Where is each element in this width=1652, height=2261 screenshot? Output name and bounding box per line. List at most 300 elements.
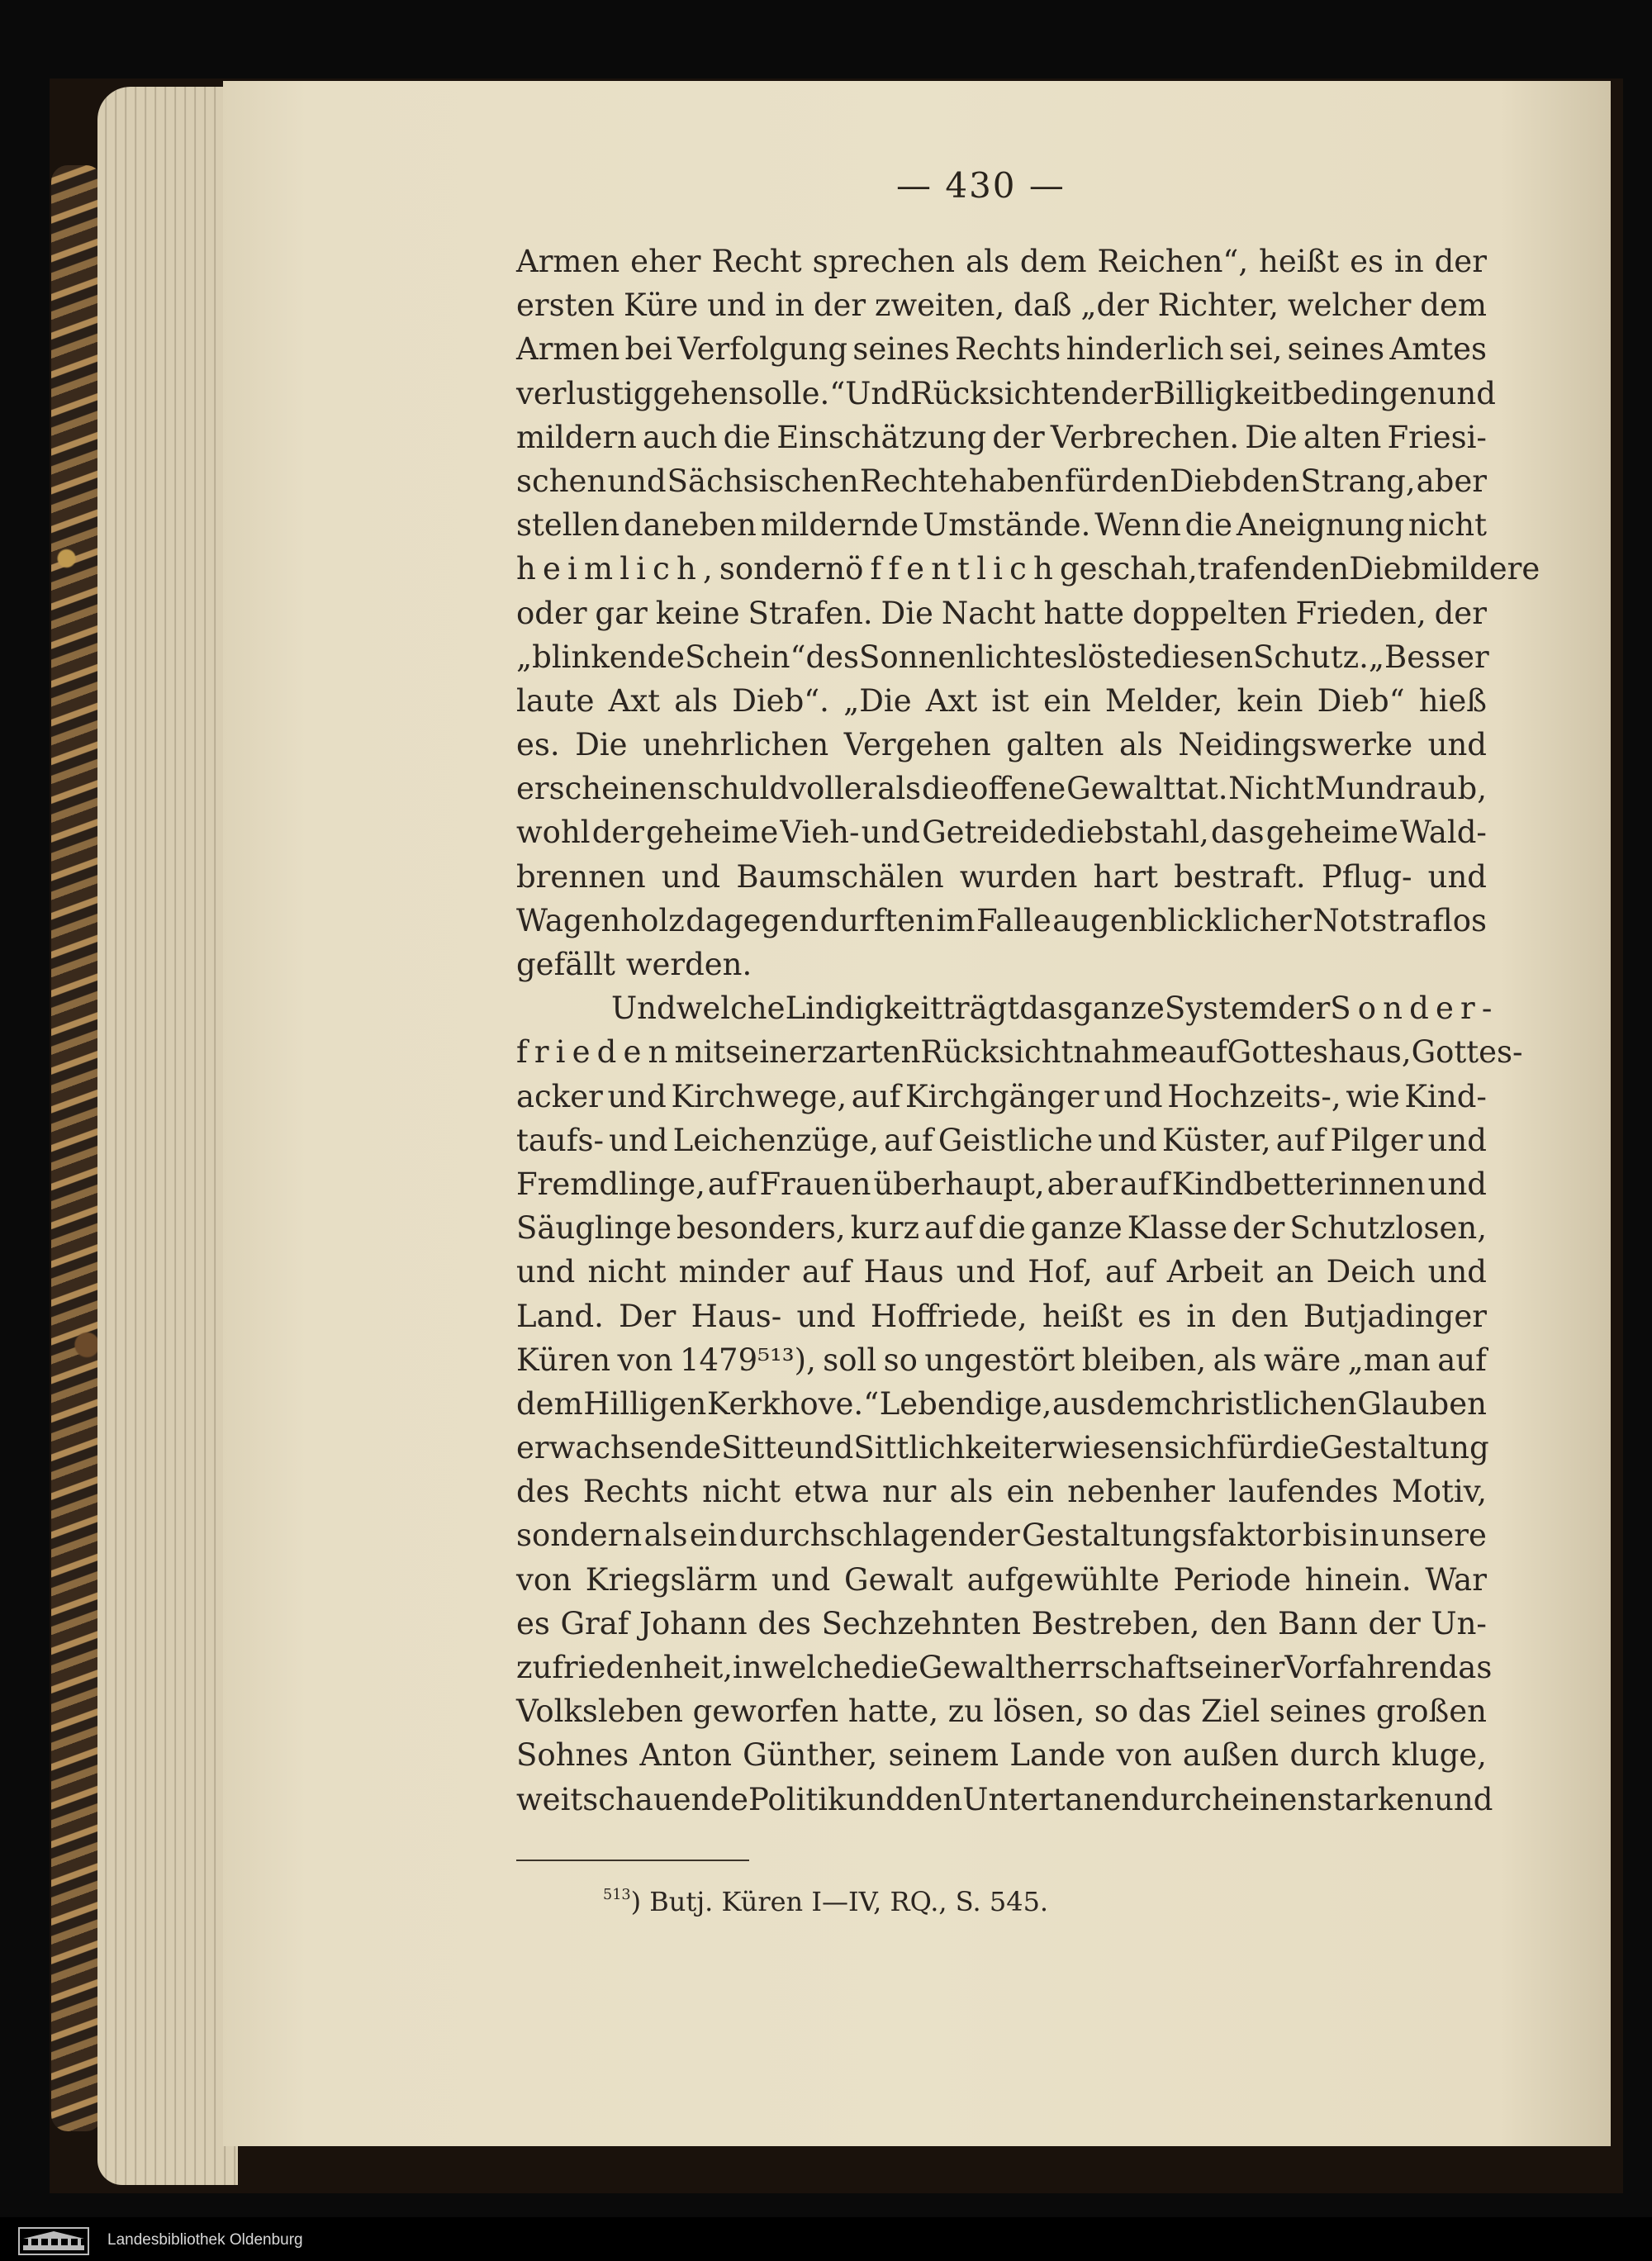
word: Sechzehnten [821, 1605, 1022, 1641]
word: den [1291, 551, 1350, 587]
footnote-text: ) Butj. Küren I—IV, RQ., S. 545. [630, 1886, 1049, 1917]
word: welcher [1287, 287, 1412, 324]
word: die [921, 771, 970, 807]
word: von [516, 1561, 572, 1598]
word: der [1100, 375, 1153, 411]
word: auf [1437, 1342, 1487, 1378]
word: das [1019, 990, 1073, 1027]
text-line [516, 416, 1487, 459]
word: bei [624, 331, 672, 368]
word: heimlich, [516, 551, 719, 587]
word: wohl [516, 815, 591, 851]
word: Rechts [582, 1474, 689, 1510]
word: Umstände. [923, 507, 1091, 544]
word: in [1394, 244, 1424, 279]
word: Hof, [1028, 1254, 1093, 1290]
word: als [643, 1518, 688, 1554]
text-line [516, 855, 1487, 899]
word: Friesi- [1387, 419, 1487, 455]
word: „Besser [1368, 639, 1489, 675]
word: Falle [976, 902, 1051, 938]
word: Melder, [1104, 682, 1223, 719]
text-line [516, 1119, 1487, 1162]
word: auf [851, 1078, 901, 1114]
word: „man [1347, 1342, 1431, 1378]
word: Vieh- [780, 815, 860, 851]
word: Frauen [759, 1166, 871, 1202]
word: daß [1014, 287, 1072, 324]
library-name[interactable]: Landesbibliothek Oldenburg [107, 2231, 303, 2249]
word: Sitte [721, 1430, 795, 1466]
word: Amtes [1389, 331, 1487, 368]
word: auf [1119, 1166, 1170, 1202]
word: und [607, 463, 667, 499]
word: weitschauende [516, 1781, 749, 1817]
word: Gewalttat. [1066, 771, 1228, 807]
word: des [516, 1474, 570, 1510]
word: auf [1178, 1034, 1227, 1071]
word: Geistliche [938, 1122, 1094, 1158]
word: Periode [1173, 1561, 1292, 1598]
word: überhaupt, [873, 1166, 1045, 1202]
word: Pflug- [1321, 858, 1412, 895]
word: die [723, 419, 771, 455]
word: Kirchwege, [671, 1078, 847, 1114]
word: erwiesen [1023, 1430, 1165, 1466]
word: alten [1303, 419, 1382, 455]
text-line [516, 1294, 1487, 1338]
text-line [516, 1558, 1487, 1602]
word: taufs- [516, 1122, 604, 1158]
word: Und [845, 375, 910, 411]
word: Richter, [1157, 287, 1279, 324]
word: der [1434, 244, 1487, 279]
word: gefällt [516, 947, 615, 982]
word: Küster, [1161, 1122, 1271, 1158]
word: mildern [516, 419, 637, 455]
word: geheime [1265, 815, 1398, 851]
word: Reichen“, [1097, 244, 1249, 279]
page-number: — 430 — [896, 165, 1066, 206]
word: solle.“ [748, 375, 846, 411]
word: Sittlichkeit [853, 1430, 1024, 1466]
word: Wagenholz [516, 902, 685, 938]
word: so [1094, 1693, 1129, 1730]
text-line [516, 723, 1487, 767]
word: Not [1313, 902, 1370, 938]
word: und [1427, 1254, 1487, 1290]
word: der [1434, 595, 1487, 631]
word: zweiten, [874, 287, 1005, 324]
word: den [1231, 1298, 1289, 1334]
word: bleiben, [1081, 1342, 1207, 1378]
word: die [871, 1650, 919, 1685]
word: trägt [942, 990, 1020, 1027]
word: sprechen [812, 244, 956, 279]
word: Getreidediebstahl, [922, 815, 1209, 851]
word: heißt [1042, 1298, 1123, 1334]
word: löste [1078, 639, 1152, 675]
word: als [1213, 1342, 1257, 1378]
word: Rechte [859, 463, 968, 499]
word: dem [1420, 287, 1487, 324]
word: Pilger [1330, 1122, 1423, 1158]
word: Verbrechen. [1050, 419, 1240, 455]
word: das [1137, 1693, 1192, 1730]
word: auf [801, 1254, 852, 1290]
text-line [516, 635, 1487, 679]
word: Lande [1009, 1737, 1106, 1774]
word: der [992, 419, 1045, 455]
text-line [516, 899, 1487, 943]
word: Arbeit [1166, 1254, 1264, 1290]
word: Armen [516, 331, 620, 368]
word: Vorfahren [1284, 1650, 1439, 1685]
word: Billigkeit [1152, 375, 1294, 411]
word: Sohnes [516, 1737, 629, 1774]
footnote [603, 1886, 1048, 1917]
word: Klasse [1127, 1210, 1228, 1247]
library-logo-icon [18, 2227, 89, 2255]
word: Haus- [691, 1298, 782, 1334]
word: Johann [639, 1605, 748, 1641]
word: das [1210, 815, 1265, 851]
word: Küren [516, 1342, 611, 1378]
word: Lebendige, [879, 1385, 1052, 1422]
word: so [883, 1342, 918, 1378]
word: dem [516, 1385, 583, 1422]
word: hatte, [847, 1693, 939, 1730]
word: ist [991, 682, 1030, 719]
word: Kindbetterinnen [1171, 1166, 1426, 1202]
word: straflos [1371, 902, 1487, 938]
word: hieß [1418, 682, 1487, 719]
word: heißt [1259, 244, 1340, 279]
word: zufriedenheit, [516, 1650, 733, 1685]
text-line [516, 372, 1496, 416]
word: System [1164, 990, 1278, 1027]
word: soll [823, 1342, 877, 1378]
word: und [1427, 1166, 1487, 1202]
word: in [775, 287, 805, 324]
word: und [796, 1298, 856, 1334]
word: zu [947, 1693, 985, 1730]
word: bestraft. [1174, 858, 1306, 895]
word: es. [516, 727, 560, 763]
word: nicht [587, 1254, 667, 1290]
text-line [516, 943, 1487, 986]
text-line [516, 679, 1487, 723]
word: in [1186, 1298, 1217, 1334]
word: Kirchgänger [905, 1078, 1099, 1114]
word: Dieb“. [732, 682, 829, 719]
word: und [771, 1561, 831, 1598]
word: „Die [843, 682, 912, 719]
word: laute [516, 682, 595, 719]
word: Neidingswerke [1178, 727, 1413, 763]
word: Kerkhove.“ [706, 1385, 880, 1422]
word: kluge, [1391, 1737, 1487, 1774]
word: brennen [516, 858, 646, 895]
word: und [1434, 1781, 1493, 1817]
word: Rücksichten [909, 375, 1101, 411]
word: es [516, 1605, 550, 1641]
text-line [516, 1733, 1487, 1777]
word: des [805, 639, 860, 675]
text-line [516, 1206, 1487, 1250]
word: geworfen [692, 1693, 839, 1730]
word: erscheinen [516, 771, 687, 807]
word: die [1184, 507, 1233, 544]
word: Nacht [941, 595, 1036, 631]
word: Kind- [1404, 1078, 1487, 1114]
word: ein [1006, 1474, 1055, 1510]
word: Deich [1326, 1254, 1416, 1290]
word: als [674, 682, 719, 719]
word: Lindigkeit [785, 990, 943, 1027]
word: und [516, 1254, 576, 1290]
word: auf [923, 1210, 974, 1247]
word: der [591, 815, 644, 851]
word: Die [575, 727, 628, 763]
word: Kriegslärm [585, 1561, 758, 1598]
word: nebenher [1067, 1474, 1215, 1510]
word: im [936, 902, 976, 938]
word: und [1104, 1078, 1163, 1114]
word: für [1065, 463, 1111, 499]
word: Vergehen [843, 727, 991, 763]
word: und [607, 1078, 667, 1114]
word: und [1427, 1122, 1487, 1158]
word: die [978, 1210, 1026, 1247]
word: daneben [624, 507, 757, 544]
word: seinem [888, 1737, 999, 1774]
word: unsere [1380, 1518, 1487, 1554]
word: Der [619, 1298, 676, 1334]
word: hinderlich [1066, 331, 1224, 368]
word: von [1116, 1737, 1172, 1774]
word: Die [1245, 419, 1298, 455]
word: Nicht [1228, 771, 1314, 807]
text-line [516, 459, 1487, 503]
word: außen [1182, 1737, 1279, 1774]
word: lösen, [993, 1693, 1085, 1730]
word: gar [595, 595, 648, 631]
word: aber [1416, 463, 1487, 499]
word: schuldvoller [687, 771, 877, 807]
word: galten [1006, 727, 1104, 763]
word: der [813, 287, 866, 324]
text-line [516, 1382, 1487, 1426]
word: auf [884, 1122, 933, 1158]
word: seiner [1189, 1650, 1285, 1685]
word: Bann [1277, 1605, 1358, 1641]
word: und [609, 1122, 668, 1158]
word: ganze [1072, 990, 1165, 1027]
text-line [516, 1162, 1487, 1206]
text-line [516, 810, 1487, 854]
word: Motiv, [1391, 1474, 1487, 1510]
word: für [1226, 1430, 1272, 1466]
word: starken [1317, 1781, 1435, 1817]
word: acker [516, 1078, 603, 1114]
word: an [1275, 1254, 1314, 1290]
word: Schutz. [1253, 639, 1369, 675]
word: und [846, 1781, 905, 1817]
word: Schein“ [685, 639, 806, 675]
word: Rücksichtnahme [920, 1034, 1179, 1071]
word: Rechts [955, 331, 1061, 368]
word: in [733, 1650, 762, 1685]
marbled-page-edge [51, 165, 102, 2131]
word: welche [676, 990, 786, 1027]
word: Hochzeits-, [1167, 1078, 1341, 1114]
word: erwachsende [516, 1430, 722, 1466]
text-line [516, 1075, 1487, 1119]
word: sei, [1228, 331, 1283, 368]
word: Volksleben [516, 1693, 683, 1730]
word: einen [1231, 1781, 1317, 1817]
text-line [516, 1689, 1487, 1733]
text-line [516, 1338, 1487, 1382]
word: geheime [646, 815, 779, 851]
word: etwa [794, 1474, 869, 1510]
word: Strafen. [748, 595, 873, 631]
word: hart [1093, 858, 1159, 895]
word: Land. [516, 1298, 604, 1334]
text-line [516, 547, 1540, 591]
word: Graf [560, 1605, 629, 1641]
word: und [661, 858, 721, 895]
text-line [516, 1646, 1493, 1689]
word: aber [1047, 1166, 1118, 1202]
word: Aneignung [1236, 507, 1405, 544]
text-line [516, 240, 1487, 283]
word: Gotteshaus, [1227, 1034, 1412, 1071]
word: und [1436, 375, 1496, 411]
word: des [757, 1605, 811, 1641]
word: oder [516, 595, 587, 631]
word: Hoffriede, [871, 1298, 1028, 1334]
word: Anton [639, 1737, 732, 1774]
word: durch [1289, 1737, 1381, 1774]
text-line [516, 1778, 1493, 1822]
word: und [1427, 727, 1487, 763]
word: mit [674, 1034, 726, 1071]
word: durchschlagender [738, 1518, 1020, 1554]
word: wie [1346, 1078, 1400, 1114]
word: Gewalt [844, 1561, 953, 1598]
word: den [1241, 463, 1300, 499]
word: ungestört [924, 1342, 1075, 1378]
text-line [516, 283, 1487, 327]
word: großen [1375, 1693, 1487, 1730]
word: welche [762, 1650, 871, 1685]
word: wäre [1263, 1342, 1341, 1378]
word: dem [1019, 244, 1087, 279]
word: nicht [1408, 507, 1487, 544]
word: Die [881, 595, 933, 631]
word: und [707, 287, 767, 324]
word: den [1209, 1605, 1268, 1641]
word: Säuglinge [516, 1210, 672, 1247]
word: Gewaltherrschaft [919, 1650, 1189, 1685]
word: Gottes- [1411, 1034, 1523, 1071]
word: gehen [653, 375, 748, 411]
word: Sonnenlichtes [859, 639, 1079, 675]
text-line [516, 767, 1487, 810]
text-line [516, 1250, 1487, 1294]
word: haben [968, 463, 1065, 499]
word: diesen [1151, 639, 1254, 675]
word: bedingen [1293, 375, 1437, 411]
text-line [516, 1602, 1487, 1646]
word: aus [1052, 1385, 1106, 1422]
word: werden. [625, 947, 752, 982]
word: ein [1043, 682, 1091, 719]
word: Dieb [1169, 463, 1241, 499]
word: unehrlichen [643, 727, 829, 763]
word: ein [689, 1518, 738, 1554]
word: nicht [702, 1474, 781, 1510]
word: Leichenzüge, [672, 1122, 879, 1158]
word: „blinkende [516, 639, 686, 675]
word: seines [852, 331, 950, 368]
word: den [1111, 463, 1169, 499]
word: Strang, [1300, 463, 1416, 499]
text-line [516, 986, 1499, 1030]
word: besonders, [676, 1210, 846, 1247]
word: seines [1287, 331, 1385, 368]
word: als [966, 244, 1009, 279]
word: sich [1164, 1430, 1227, 1466]
word: Armen [516, 244, 620, 279]
word: eher [630, 244, 701, 279]
word: Butjadinger [1303, 1298, 1487, 1334]
word: das [1438, 1650, 1493, 1685]
word: offene [970, 771, 1066, 807]
word: seines [1269, 1693, 1367, 1730]
word: und [1427, 858, 1487, 895]
word: aufgewühlte [966, 1561, 1160, 1598]
word: doppelten [1132, 595, 1288, 631]
word: die [1271, 1430, 1320, 1466]
word: Dieb [1349, 551, 1422, 587]
word: War [1425, 1561, 1487, 1598]
text-line [516, 1426, 1487, 1470]
word: wurden [959, 858, 1078, 895]
word: schen [516, 463, 607, 499]
word: Baumschälen [736, 858, 944, 895]
text-line [516, 1513, 1487, 1557]
word: als [877, 771, 922, 807]
text-line [516, 327, 1487, 371]
footnote-rule [516, 1860, 749, 1861]
word: geschah, [1059, 551, 1198, 587]
word: zarten [821, 1034, 921, 1071]
word: Wald- [1400, 815, 1487, 851]
word: hinein. [1304, 1561, 1412, 1598]
word: der [1278, 990, 1331, 1027]
word: Frieden, [1295, 595, 1427, 631]
text-line [516, 1030, 1523, 1074]
word: Verfolgung [677, 331, 848, 368]
word: der [1368, 1605, 1421, 1641]
word: dagegen [686, 902, 819, 938]
word: „der [1080, 287, 1149, 324]
word: auf [707, 1166, 757, 1202]
word: es [1350, 244, 1384, 279]
